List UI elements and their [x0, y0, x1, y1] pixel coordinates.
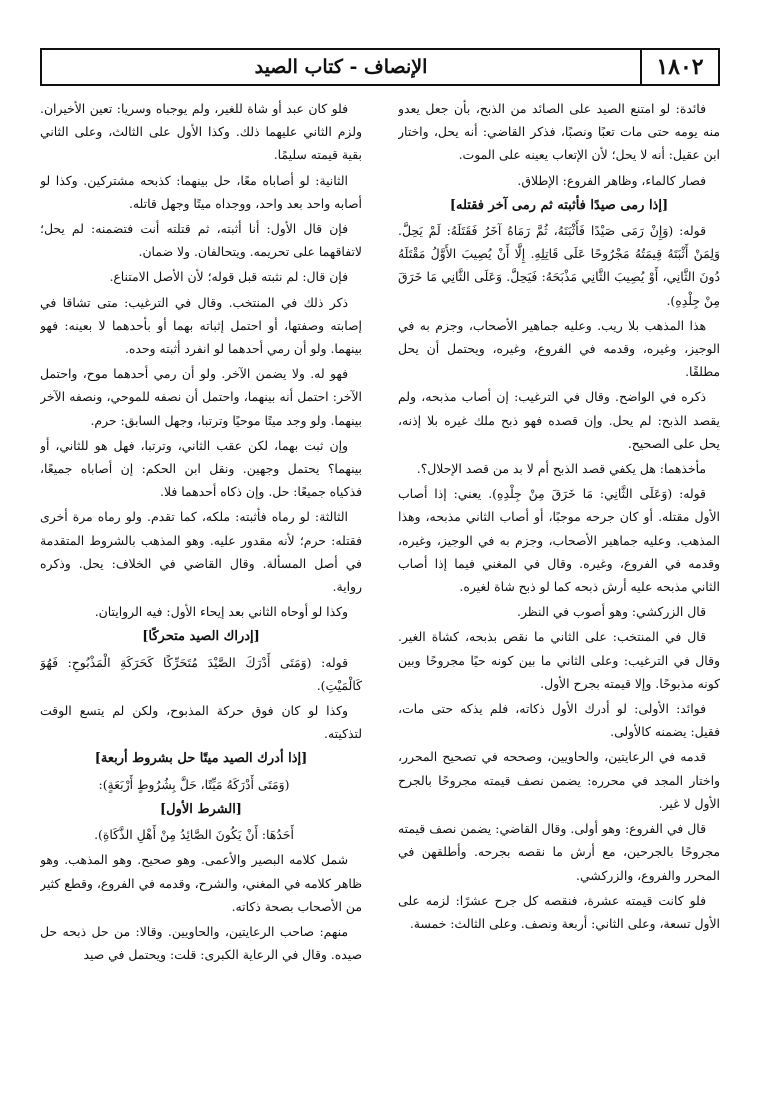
- right-column: [398, 97, 720, 1082]
- paragraph: فهو له. ولا يضمن الآخر. ولو أن رمي أحدهما موح، واحتمل الآخر: احتمل أنه بينهما، واحتمل أن نصفه للموحي، ونصفه الآخر بينهما. ولو وجد ميتًا موحيًا وترتبا، وجهل السابق: حرم.: [40, 366, 362, 428]
- paragraph: قوله: (وَإِنْ رَمَى صَيْدًا فَأَثْبَتَهُ، ثُمَّ رَمَاهُ آخَرُ فَقَتَلَهُ: لَمْ يَحِلَّ. وَلِمَنْ أَثْبَتَهُ قِيمَتُهُ مَجْرُوحًا عَلَى قَاتِلِهِ. إِلَّا أَنْ يُصِيبَ الأَوَّلُ مَقْتَلَهُ دُونَ الثَّانِي، أَوْ يُصِيبَ الثَّانِي مَذْبَحَهُ: فَيَحِلَّ. وَعَلَى الثَّانِي مَا خَرَقَ مِنْ جِلْدِهِ).: [398, 223, 720, 308]
- paragraph: فوائد: الأولى: لو أدرك الأول ذكاته، فلم يذكه حتى مات، فقيل: يضمنه كالأولى.: [398, 701, 720, 740]
- section-heading: [إدراك الصيد متحركًا]: [142, 629, 260, 645]
- left-column: [40, 97, 362, 1082]
- paragraph: وكذا لو أوحاه الثاني بعد إيحاء الأول: فيه الروايتان.: [94, 604, 348, 620]
- section-heading: [الشرط الأول]: [160, 801, 242, 817]
- matn-quote: أَحَدُهَا: أَنْ يَكُونَ الصَّائِدُ مِنْ أَهْلِ الذَّكَاةِ).: [94, 827, 294, 843]
- paragraph: وكذا لو كان فوق حركة المذبوح، ولكن لم يتسع الوقت لتذكيته.: [40, 703, 362, 742]
- paragraph: قال في الفروع: وهو أولى. وقال القاضي: يضمن نصف قيمته مجروحًا بالجرحين، مع أرش ما نقصه بجرحه. وأطلقهن في المحرر والفروع، والزركشي.: [398, 821, 720, 883]
- paragraph: فائدة: لو امتنع الصيد على الصائد من الذبح، بأن جعل يعدو منه يومه حتى مات تعبًا ونصبًا، فذكر القاضي: أنه يحل، واختار ابن عقيل: أنه لا يحل؛ لأن الإتعاب يعينه على الموت.: [398, 101, 720, 163]
- paragraph: فصار كالماء، وظاهر الفروع: الإطلاق.: [517, 172, 706, 188]
- paragraph: مأخذهما: هل يكفي قصد الذبح أم لا بد من قصد الإحلال؟.: [416, 461, 706, 477]
- paragraph: شمل كلامه البصير والأعمى. وهو صحيح. وهو المذهب. وهو ظاهر كلامه في المغني، والشرح، وقدمه في الفروع، وقطع كثير من الأصحاب بصحة ذكاته.: [40, 852, 362, 914]
- page-number: ١٨٠٢: [640, 50, 718, 84]
- paragraph: الثالثة: لو رماه فأثبته: ملكه، كما تقدم. ولو رماه مرة أخرى فقتله: حرم؛ لأنه مقدور عليه. وهو المذهب بالشروط المتقدمة في أصل المسألة. وقال القاضي في الخلاف: يحل. وذكره رواية.: [40, 509, 362, 595]
- matn-quote: (وَمَتَى أَدْرَكَهُ مَيِّتًا، حَلَّ بِشُرُوطٍ أَرْبَعَةٍ):: [98, 776, 290, 792]
- paragraph: ذكر ذلك في المنتخب. وقال في الترغيب: متى تشاقا في إصابته وصفتها، أو احتمل إثباته بهما أو بأحدهما لا بعينه: فهو بينهما. ولو أن رمي أحدهما لو انفرد أثبته وحده.: [40, 294, 362, 357]
- paragraph: ذكره في الواضح. وقال في الترغيب: إن أصاب مذبحه، ولم يقصد الذبح: لم يحل. وإن قصده فهو ذبح ملك غيره بلا إذنه، يحل على الصحيح.: [398, 389, 720, 451]
- paragraph: قوله: (وَعَلَى الثَّانِي: مَا خَرَقَ مِنْ جِلْدِهِ). يعني: إذا أصاب الأول مقتله. أو كان جرحه موجبًا، أو أصاب الثاني مذبحه، وهذا المذهب. وعليه جماهير الأصحاب، وجزم به في الوجيز، وغيره، وقدمه في الفروع، وغيره. وقال في المغني فيما إذا أصاب الثاني مذبحه عليه أرش ذبحه كما لو ذبح شاة لغيره.: [398, 486, 720, 595]
- paragraph: هذا المذهب بلا ريب. وعليه جماهير الأصحاب، وجزم به في الوجيز، وغيره، وقدمه في الفروع، وغيره، ويحتمل أن يحل مطلقًا.: [398, 317, 720, 380]
- paragraph: قدمه في الرعايتين، والحاويين، وصححه في تصحيح المحرر، واختار المجد في محرره: يضمن نصف قيمته مجروحًا بالجرح الأول لا غير.: [398, 749, 720, 811]
- paragraph: فإن قال الأول: أنا أثبته، ثم قتلته أنت فتضمنه: لم يحل؛ لاتفاقهما على تحريمه. ويتحالفان. ولا ضمان.: [40, 221, 362, 260]
- paragraph: الثانية: لو أصاباه معًا، حل بينهما: كذبحه مشتركين. وكذا لو أصابه واحد بعد واحد، ووجداه ميتًا وجهل قاتله.: [40, 172, 362, 211]
- paragraph: وإن ثبت بهما، لكن عقب الثاني، وترتبا، فهل هو للثاني، أو بينهما؟ يحتمل وجهين. ونقل ابن الحكم: إن أصاباه جميعًا، فذكياه جميعًا: حل. وإن ذكاه أحدهما فلا.: [40, 437, 362, 500]
- paragraph: فإن قال: لم نثبته قبل قوله؛ لأن الأصل الامتناع.: [109, 269, 348, 285]
- section-heading: [إذا رمى صيدًا فأثبته ثم رمى آخر فقتله]: [449, 197, 669, 213]
- paragraph: منهم: صاحب الرعايتين، والحاويين. وقالا: من حل ذبحه حل صيده. وقال في الرعاية الكبرى: قلت: ويحتمل في صيد: [40, 923, 362, 963]
- paragraph: قوله: (وَمَتَى أَدْرَكَ الصَّيْدَ مُتَحَرِّكًا كَحَرَكَةِ الْمَذْبُوحِ: فَهُوَ كَالْمَيْتِ).: [40, 654, 362, 693]
- paragraph: قال في المنتخب: على الثاني ما نقص بذبحه، كشاة الغير. وقال في الترغيب: وعلى الثاني ما بين كونه حيًا مجروحًا وبين كونه مذبوحًا. وإلا قيمته بجرح الأول.: [398, 629, 720, 691]
- paragraph: فلو كان عبد أو شاة للغير، ولم يوجباه وسريا: تعين الأخيران. ولزم الثاني عليهما ذلك. وكذا الأول على الثالث، وعلى الثاني بقية قيمته سليمًا.: [40, 101, 362, 163]
- paragraph: فلو كانت قيمته عشرة، فنقصه كل جرح عشرًا: لزمه على الأول تسعة، وعلى الثاني: أربعة ونصف. وعلى الثالث: خمسة.: [398, 892, 720, 931]
- page-header: [40, 48, 720, 86]
- running-title: الإنصاف - كتاب الصيد: [254, 56, 428, 78]
- paragraph: قال الزركشي: وهو أصوب في النظر.: [517, 604, 706, 620]
- section-heading: [إذا أدرك الصيد ميتًا حل بشروط أربعة]: [94, 751, 308, 767]
